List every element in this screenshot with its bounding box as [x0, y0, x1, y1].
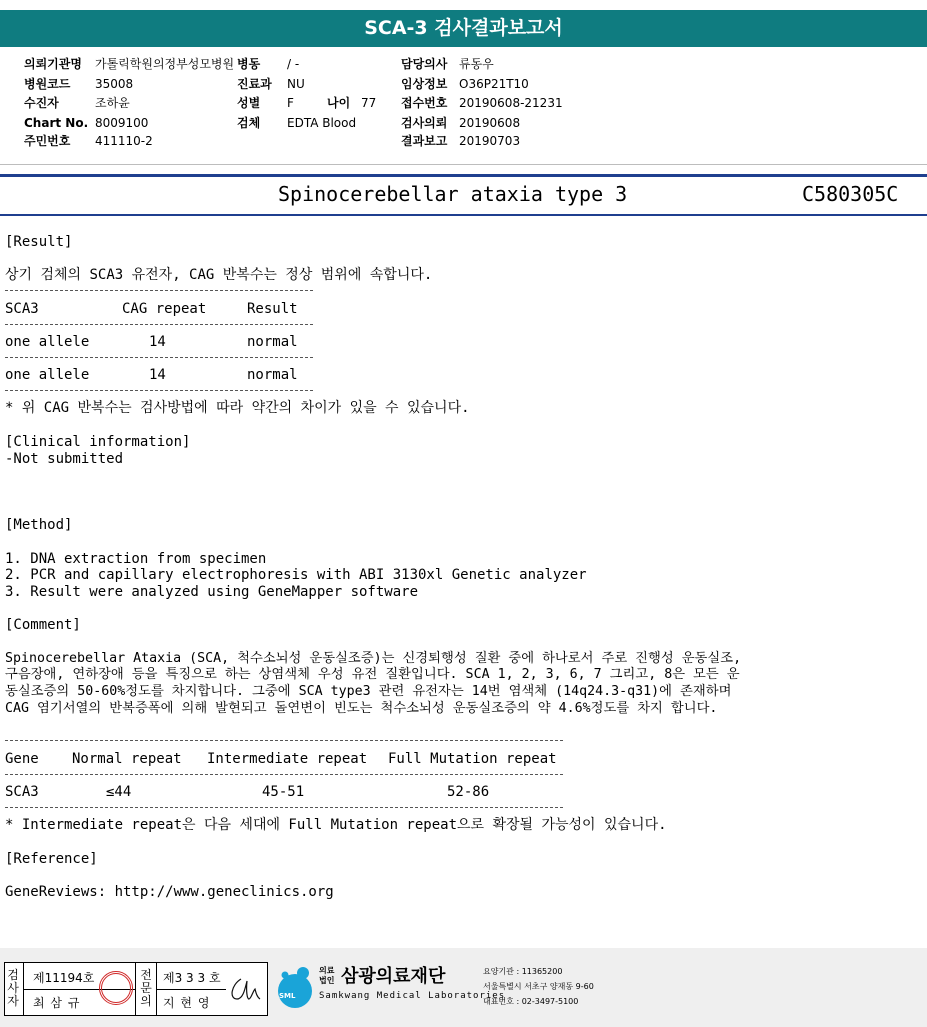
table-rule: [5, 290, 313, 291]
signature-box: [4, 962, 268, 1016]
result-row-2-repeat: 14: [149, 367, 166, 383]
org-tag: 의료법인: [319, 966, 335, 985]
divider: [135, 963, 136, 1015]
gene-col-normal: Normal repeat: [72, 751, 182, 767]
table-rule: [5, 357, 313, 358]
method-line-2: 2. PCR and capillary electrophoresis with ABI 3130xl Genetic analyzer: [5, 567, 587, 583]
sig2-name: 지 현 영: [163, 996, 211, 1010]
org-name: 삼광의료재단: [341, 966, 446, 987]
reference-text: GeneReviews: http://www.geneclinics.org: [5, 884, 334, 900]
divider: [0, 164, 927, 165]
table-rule: [5, 740, 563, 741]
gene-row-gene: SCA3: [5, 784, 39, 800]
result-heading: [Result]: [5, 234, 73, 250]
receipt-no-value: 20190608-21231: [459, 96, 563, 110]
result-col-gene: SCA3: [5, 301, 39, 317]
department-value: NU: [287, 77, 305, 91]
comment-heading: [Comment]: [5, 617, 81, 633]
age-label: 나이: [327, 96, 351, 110]
specimen-label: 검체: [237, 116, 261, 130]
result-row-1-repeat: 14: [149, 334, 166, 350]
gene-row-intermediate: 45-51: [262, 784, 305, 800]
comment-line-1: Spinocerebellar Ataxia (SCA, 척수소뇌성 운동실조증)는 신경퇴행성 질환 중에 하나로서 주로 진행성 운동실조,: [5, 651, 742, 666]
sig1-license: 제11194호: [33, 971, 95, 985]
org-code: 요양기관 : 11365200: [483, 967, 563, 976]
gene-row-full: 52-86: [447, 784, 490, 800]
request-date-label: 검사의뢰: [401, 116, 448, 130]
clinical-text: -Not submitted: [5, 451, 124, 467]
hospital-value: 가톨릭학원의정부성모병원: [95, 57, 235, 71]
gene-col-full: Full Mutation repeat: [388, 751, 557, 767]
gene-row-normal: ≤44: [106, 784, 132, 800]
table-rule: [5, 390, 313, 391]
specimen-value: EDTA Blood: [287, 116, 357, 130]
table-rule: [5, 774, 563, 775]
result-row-1-result: normal: [247, 334, 298, 350]
chart-no-value: 8009100: [95, 116, 149, 130]
gene-col-gene: Gene: [5, 751, 39, 767]
signature-icon: [227, 975, 263, 1003]
doctor-value: 류동우: [459, 57, 494, 71]
result-col-result: Result: [247, 301, 298, 317]
patient-label: 수진자: [24, 96, 59, 110]
result-summary: 상기 검체의 SCA3 유전자, CAG 반복수는 정상 범위에 속합니다.: [5, 267, 433, 283]
sig2-license: 제3 3 3 호: [163, 971, 221, 985]
test-code: C580305C: [802, 182, 899, 206]
divider: [156, 989, 226, 990]
resident-no-value: 411110-2: [95, 134, 153, 148]
hospital-code-value: 35008: [95, 77, 134, 91]
sex-label: 성별: [237, 96, 261, 110]
test-name: Spinocerebellar ataxia type 3: [278, 182, 628, 206]
table-rule: [5, 324, 313, 325]
doctor-label: 담당의사: [401, 57, 448, 71]
sig2-role: 전문의: [140, 968, 152, 1008]
logo-text: SML: [279, 992, 296, 1000]
method-heading: [Method]: [5, 517, 73, 533]
receipt-no-label: 접수번호: [401, 96, 448, 110]
comment-line-2: 구음장애, 연하장애 등을 특징으로 하는 상염색체 우성 유전 질환입니다. SCA 1, 2, 3, 6, 7 그리고, 8은 모든 운: [5, 667, 740, 682]
report-title: SCA-3 검사결과보고서: [0, 10, 927, 47]
gene-col-intermediate: Intermediate repeat: [207, 751, 368, 767]
ward-value: / -: [287, 57, 300, 71]
result-row-2-result: normal: [247, 367, 298, 383]
sml-logo-icon: [273, 964, 317, 1010]
table-rule: [5, 807, 563, 808]
org-name-en: Samkwang Medical Laboratories: [319, 991, 506, 1001]
result-col-repeat: CAG repeat: [122, 301, 207, 317]
hospital-label: 의뢰기관명: [24, 57, 82, 71]
org-phone: 대표번호 : 02-3497-5100: [483, 997, 579, 1006]
chart-no-label: Chart No.: [24, 116, 89, 130]
department-label: 진료과: [237, 77, 272, 91]
age-value: 77: [361, 96, 377, 110]
divider-blue-bottom: [0, 214, 927, 216]
sex-value: F: [287, 96, 294, 110]
result-row-1-allele: one allele: [5, 334, 90, 350]
sig1-role: 검사자: [7, 968, 19, 1008]
official-seal-icon: [99, 971, 133, 1005]
hospital-code-label: 병원코드: [24, 77, 71, 91]
method-line-3: 3. Result were analyzed using GeneMapper software: [5, 584, 419, 600]
comment-note: * Intermediate repeat은 다음 세대에 Full Mutation repeat으로 확장될 가능성이 있습니다.: [5, 817, 667, 833]
sig1-name: 최 삼 규: [33, 996, 81, 1010]
result-row-2-allele: one allele: [5, 367, 90, 383]
request-date-value: 20190608: [459, 116, 521, 130]
clinical-heading: [Clinical information]: [5, 434, 191, 450]
patient-value: 조하윤: [95, 96, 130, 110]
comment-line-3: 동실조증의 50-60%정도를 차지합니다. 그중에 SCA type3 관련 유전자는 14번 염색체 (14q24.3-q31)에 존재하며: [5, 684, 732, 699]
report-date-value: 20190703: [459, 134, 521, 148]
result-note: * 위 CAG 반복수는 검사방법에 따라 약간의 차이가 있을 수 있습니다.: [5, 400, 470, 416]
comment-line-4: CAG 염기서열의 반복증폭에 의해 발현되고 돌연변이 빈도는 척수소뇌성 운동실조증의 약 4.6%정도를 차지 합니다.: [5, 701, 718, 716]
report-date-label: 결과보고: [401, 134, 448, 148]
divider-blue-top: [0, 174, 927, 177]
method-line-1: 1. DNA extraction from specimen: [5, 551, 267, 567]
ward-label: 병동: [237, 57, 261, 71]
clinical-info-label: 임상정보: [401, 77, 448, 91]
org-address: 서울특별시 서초구 양재동 9-60: [483, 982, 594, 991]
organization-logo: [273, 962, 603, 1014]
reference-heading: [Reference]: [5, 851, 98, 867]
resident-no-label: 주민번호: [24, 134, 71, 148]
clinical-info-value: O36P21T10: [459, 77, 529, 91]
